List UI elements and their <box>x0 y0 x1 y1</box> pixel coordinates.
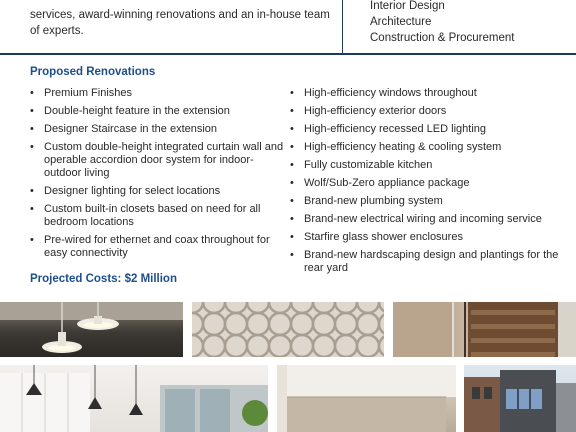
kitchen-photo <box>0 365 268 432</box>
list-item: • Designer lighting for select locations <box>30 185 290 198</box>
renovations-title: Proposed Renovations <box>30 66 156 78</box>
pendant-lights-drawing <box>0 302 183 357</box>
list-item: • Designer Staircase in the extension <box>30 123 290 136</box>
service-item: Architecture <box>370 16 432 28</box>
bathroom-photo <box>277 365 456 432</box>
tile-pattern-drawing <box>192 302 384 357</box>
renovations-list-left <box>30 87 290 265</box>
column-divider <box>342 0 343 53</box>
service-item: Construction & Procurement <box>370 32 515 44</box>
intro-line: services, award-winning renovations and an in-house team <box>30 9 330 21</box>
list-item: • Custom built-in closets based on need for all bedroom locations <box>30 203 290 229</box>
list-item: • Premium Finishes <box>30 87 290 100</box>
intro-section <box>0 0 576 53</box>
intro-text <box>30 0 335 39</box>
list-item: • Wolf/Sub-Zero appliance package <box>290 177 560 190</box>
list-item: • Brand-new hardscaping design and plantings for the rear yard <box>290 249 560 275</box>
service-item: Interior Design <box>370 0 445 12</box>
bathroom-drawing <box>277 365 456 432</box>
intro-line: of experts. <box>30 25 84 37</box>
list-item: • Starfire glass shower enclosures <box>290 231 560 244</box>
list-item: • Brand-new electrical wiring and incoming service <box>290 213 560 226</box>
list-item: • High-efficiency exterior doors <box>290 105 560 118</box>
list-item: • High-efficiency heating & cooling system <box>290 141 560 154</box>
list-item: • Double-height feature in the extension <box>30 105 290 118</box>
intro-line-cut <box>30 0 335 7</box>
kitchen-drawing <box>0 365 268 432</box>
section-rule <box>0 53 576 55</box>
building-exterior-photo <box>464 365 576 432</box>
projected-costs: Projected Costs: $2 Million <box>30 273 177 285</box>
patterned-tile-photo <box>192 302 384 357</box>
staircase-drawing <box>393 302 576 357</box>
pendant-lights-photo <box>0 302 183 357</box>
list-item: • Pre-wired for ethernet and coax throughout for easy connectivity <box>30 234 290 260</box>
staircase-photo <box>393 302 576 357</box>
building-drawing <box>464 365 576 432</box>
list-item: • Fully customizable kitchen <box>290 159 560 172</box>
list-item: • High-efficiency recessed LED lighting <box>290 123 560 136</box>
services-list <box>370 0 514 46</box>
list-item: • High-efficiency windows throughout <box>290 87 560 100</box>
list-item: • Custom double-height integrated curtain wall and operable accordion door system for indoor-outdoor living <box>30 141 290 180</box>
list-item: • Brand-new plumbing system <box>290 195 560 208</box>
renovations-list-right <box>290 87 560 280</box>
